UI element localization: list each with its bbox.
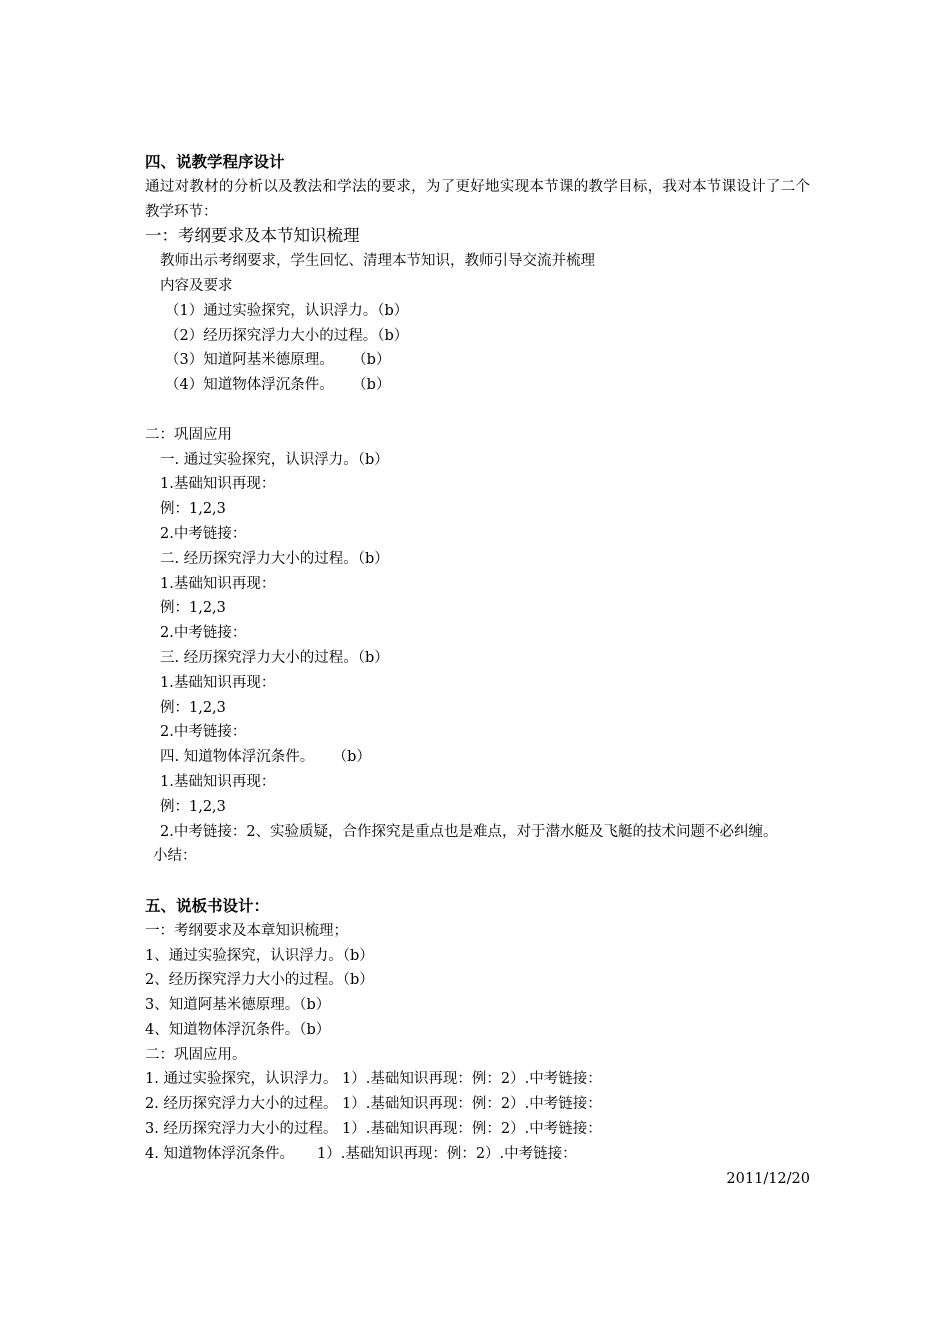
practice-item-example: 例：1,2,3 — [160, 600, 226, 617]
practice-item-basic: 1.基础知识再现： — [160, 575, 276, 592]
spacer — [145, 869, 810, 894]
content-requirements-label: 内容及要求 — [160, 277, 233, 294]
requirement-item: （4）知道物体浮沉条件。 （b） — [165, 377, 391, 394]
practice-item-example: 例：1,2,3 — [160, 699, 226, 716]
document-page — [145, 150, 810, 1191]
board-application-item: 2. 经历探究浮力大小的过程。 1）.基础知识再现：例：2）.中考链接： — [145, 1096, 602, 1113]
board-part1-title: 一：考纲要求及本章知识梳理； — [145, 922, 348, 939]
requirement-item: （3）知道阿基米德原理。 （b） — [165, 352, 391, 369]
board-requirement-item: 4、知道物体浮沉条件。（b） — [145, 1021, 331, 1038]
practice-item-link: 2.中考链接：2、实验质疑，合作探究是重点也是难点，对于潜水艇及飞艇的技术问题不必纠缠。 — [160, 823, 778, 840]
board-part2-title: 二：巩固应用。 — [145, 1046, 247, 1063]
practice-item-title: 三. 经历探究浮力大小的过程。（b） — [160, 649, 389, 666]
summary-label: 小结： — [153, 848, 197, 865]
requirement-item: （1）通过实验探究，认识浮力。（b） — [165, 302, 409, 319]
practice-item-link: 2.中考链接： — [160, 724, 247, 741]
part1-desc: 教师出示考纲要求，学生回忆、清理本节知识，教师引导交流并梳理 — [160, 253, 595, 270]
section4-title: 四、说教学程序设计 — [145, 152, 285, 171]
spacer — [145, 398, 810, 423]
section5-title: 五、说板书设计： — [145, 895, 270, 915]
practice-item-basic: 1.基础知识再现： — [160, 476, 276, 493]
board-application-item: 3. 经历探究浮力大小的过程。 1）.基础知识再现：例：2）.中考链接： — [145, 1121, 602, 1138]
practice-item-link: 2.中考链接： — [160, 625, 247, 642]
practice-item-example: 例：1,2,3 — [160, 501, 226, 518]
board-requirement-item: 1、通过实验探究，认识浮力。（b） — [145, 947, 374, 964]
practice-item-basic: 1.基础知识再现： — [160, 773, 276, 790]
requirement-item: （2）经历探究浮力大小的过程。（b） — [165, 327, 409, 344]
part2-title: 二：巩固应用 — [145, 426, 232, 443]
practice-item-example: 例：1,2,3 — [160, 798, 226, 815]
board-application-item: 1. 通过实验探究，认识浮力。 1）.基础知识再现：例：2）.中考链接： — [145, 1071, 602, 1088]
practice-item-title: 四. 知道物体浮沉条件。 （b） — [160, 749, 371, 766]
board-application-item: 4. 知道物体浮沉条件。 1）.基础知识再现：例：2）.中考链接： — [145, 1145, 577, 1162]
practice-item-title: 二. 经历探究浮力大小的过程。（b） — [160, 550, 389, 567]
practice-item-basic: 1.基础知识再现： — [160, 674, 276, 691]
document-date: 2011/12/20 — [726, 1170, 810, 1187]
practice-item-title: 一. 通过实验探究，认识浮力。（b） — [160, 451, 389, 468]
board-requirement-item: 2、经历探究浮力大小的过程。（b） — [145, 972, 374, 989]
part1-title: 一：考纲要求及本节知识梳理 — [145, 226, 360, 246]
board-requirement-item: 3、知道阿基米德原理。（b） — [145, 997, 331, 1014]
practice-item-link: 2.中考链接： — [160, 525, 247, 542]
section4-intro: 通过对教材的分析以及教法和学法的要求，为了更好地实现本节课的教学目标，我对本节课设计了二个教学环节： — [145, 178, 810, 220]
